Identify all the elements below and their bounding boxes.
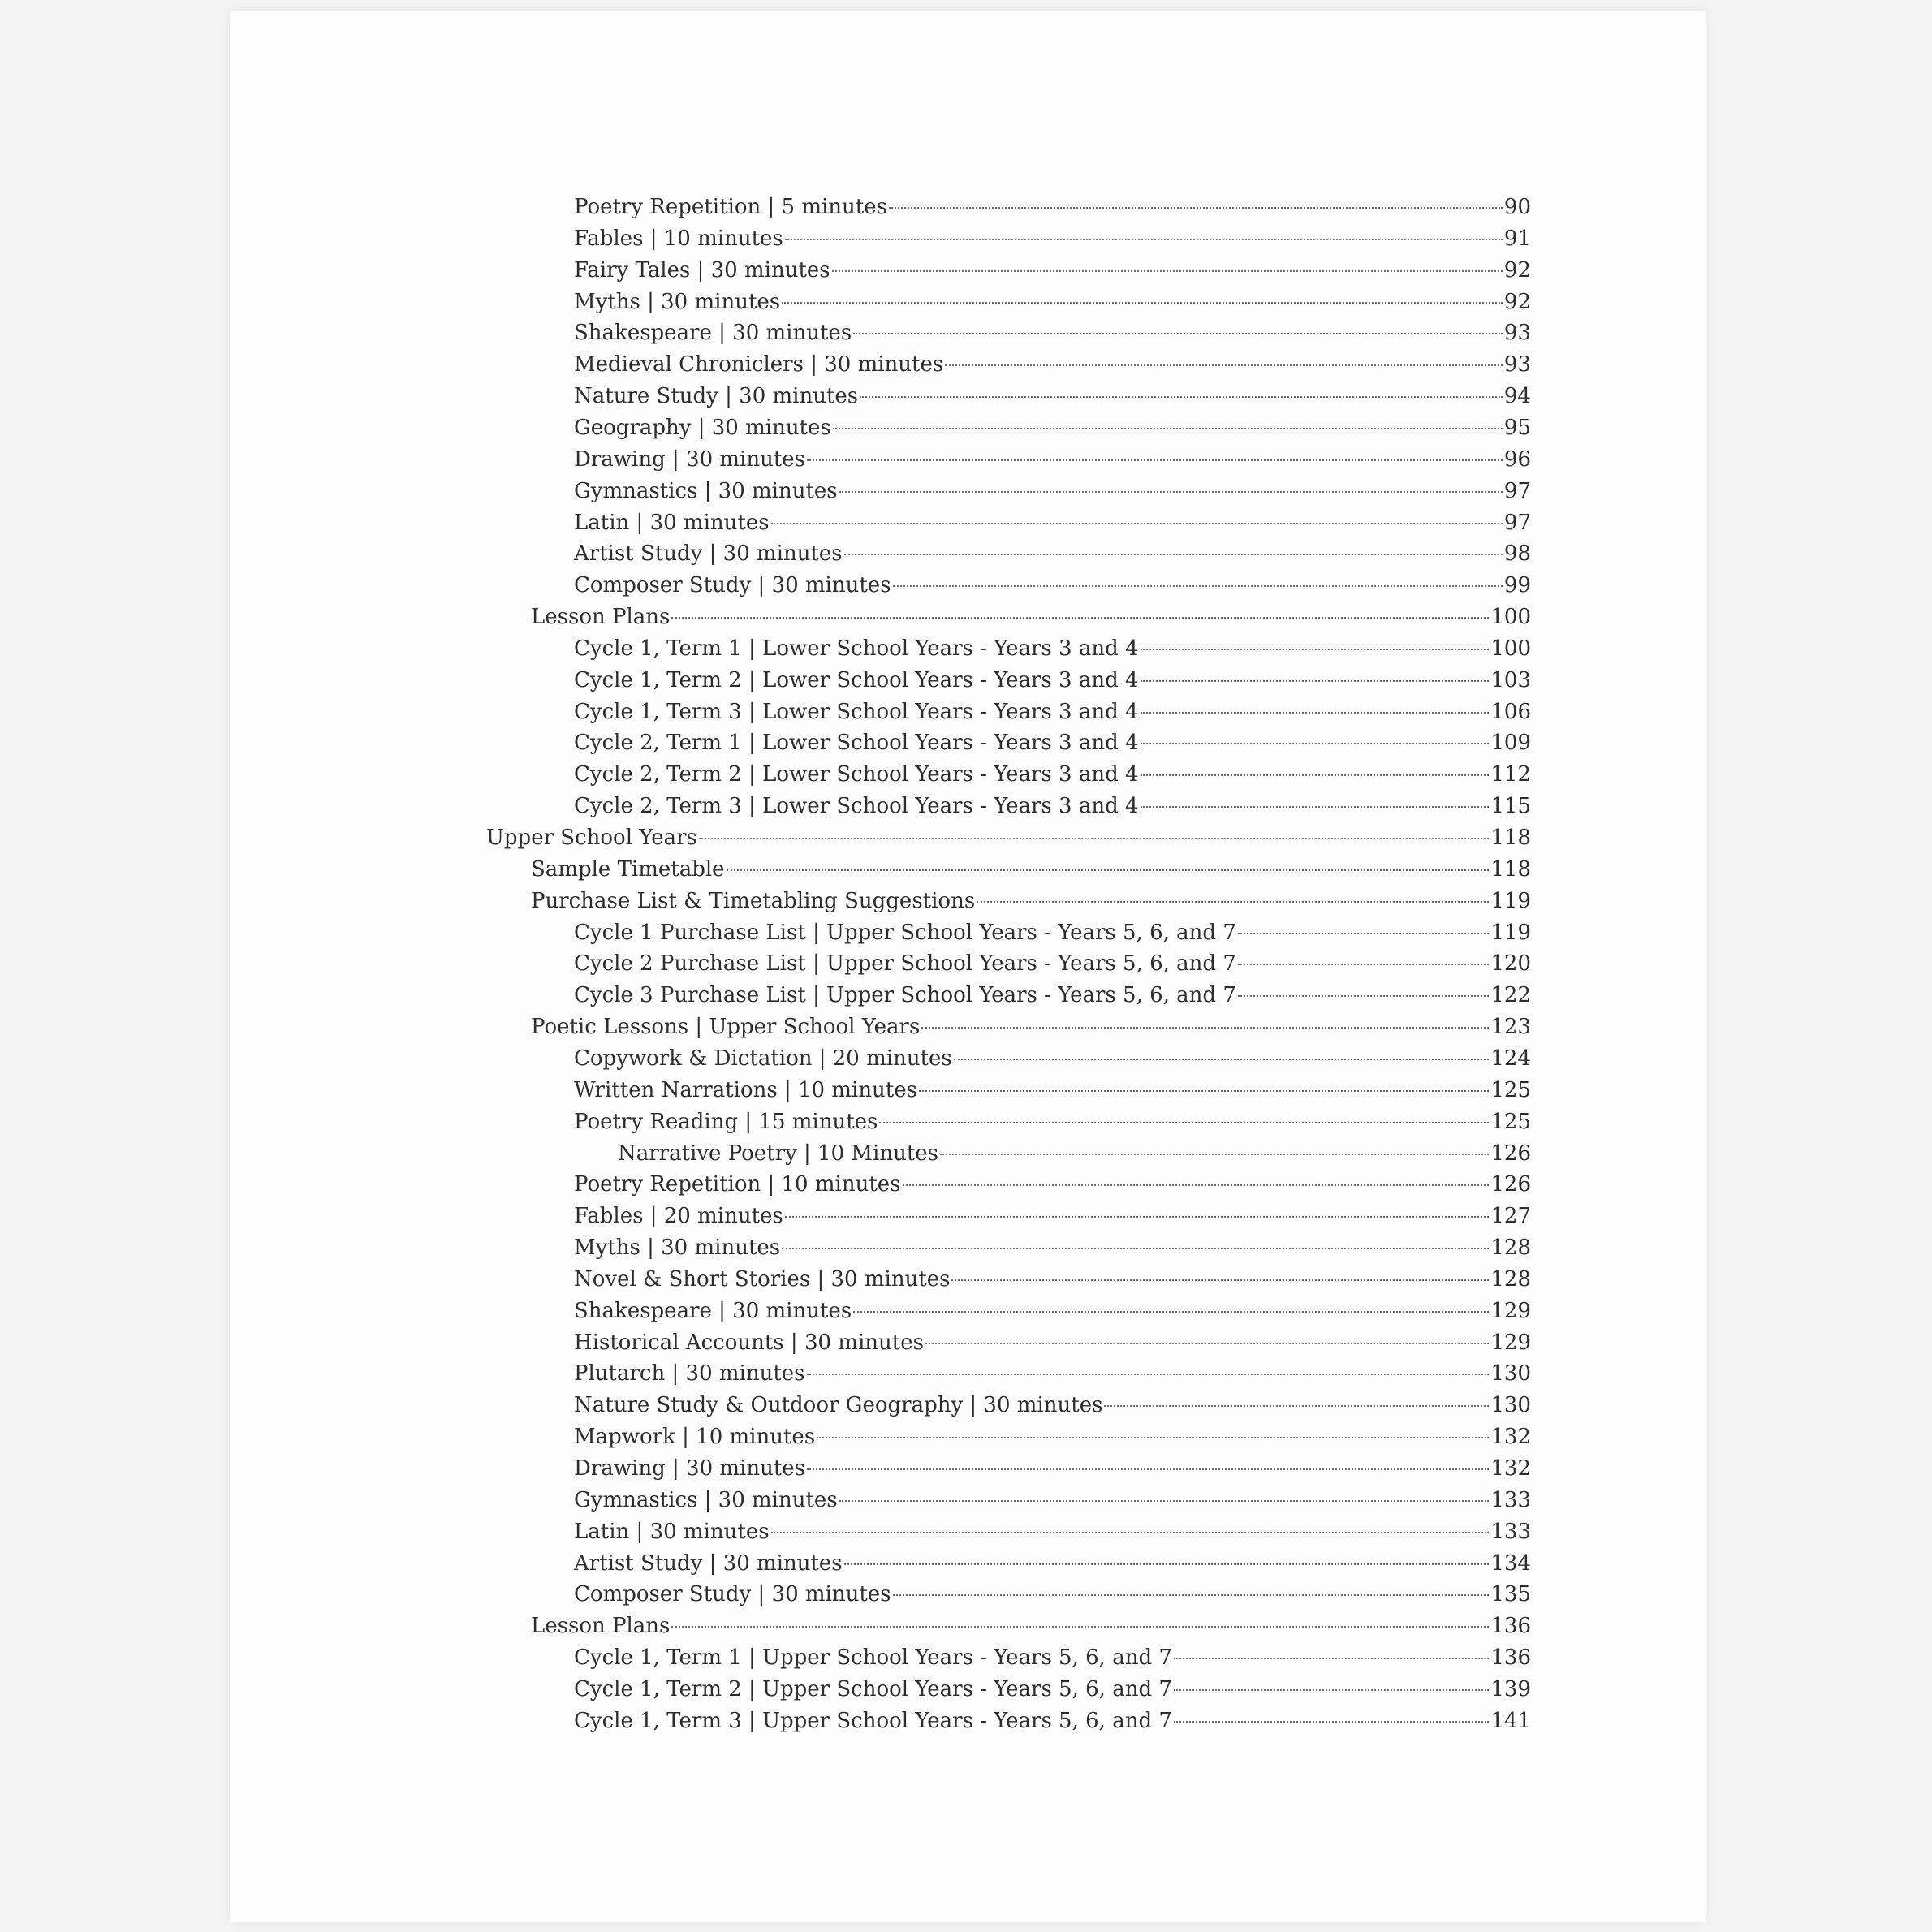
toc-entry-page-number: 124 xyxy=(1490,1046,1531,1071)
toc-entry-page-number: 118 xyxy=(1490,826,1531,850)
toc-entry-page-number: 99 xyxy=(1503,573,1531,597)
toc-entry-title: Cycle 2, Term 2 | Lower School Years - Years 3 and 4 xyxy=(574,762,1139,787)
toc-entry-title: Artist Study | 30 minutes xyxy=(574,1551,843,1576)
toc-entry-page-number: 95 xyxy=(1503,416,1531,440)
toc-dot-leader xyxy=(954,1059,1490,1060)
toc-dot-leader xyxy=(833,428,1503,429)
toc-entry xyxy=(574,1453,1531,1484)
toc-entry xyxy=(574,381,1531,412)
toc-entry xyxy=(574,696,1531,727)
toc-entry xyxy=(531,886,1531,916)
toc-entry-title: Cycle 1, Term 1 | Upper School Years - Years 5, 6, and 7 xyxy=(574,1645,1172,1670)
toc-dot-leader xyxy=(844,554,1503,555)
toc-entry-page-number: 130 xyxy=(1490,1361,1531,1386)
toc-entry-title: Cycle 3 Purchase List | Upper School Years - Years 5, 6, and 7 xyxy=(574,983,1236,1007)
toc-dot-leader xyxy=(1141,806,1490,808)
toc-entry-title: Myths | 30 minutes xyxy=(574,290,781,314)
toc-entry xyxy=(574,1264,1531,1295)
toc-entry xyxy=(574,444,1531,475)
toc-entry xyxy=(531,1611,1531,1641)
toc-entry-title: Artist Study | 30 minutes xyxy=(574,541,843,566)
toc-entry xyxy=(574,192,1531,222)
toc-dot-leader xyxy=(807,1374,1490,1375)
toc-entry-page-number: 96 xyxy=(1503,447,1531,472)
toc-entry xyxy=(574,1579,1531,1610)
toc-entry-page-number: 139 xyxy=(1490,1677,1531,1701)
toc-entry xyxy=(574,349,1531,380)
toc-dot-leader xyxy=(839,1500,1490,1502)
toc-dot-leader xyxy=(977,901,1489,903)
toc-entry xyxy=(574,255,1531,286)
toc-entry-title: Copywork & Dictation | 20 minutes xyxy=(574,1046,952,1071)
toc-entry xyxy=(574,1674,1531,1705)
toc-dot-leader xyxy=(889,207,1503,209)
toc-dot-leader xyxy=(671,1626,1489,1628)
toc-entry-title: Historical Accounts | 30 minutes xyxy=(574,1330,924,1355)
toc-entry-title: Plutarch | 30 minutes xyxy=(574,1361,805,1386)
toc-entry-page-number: 100 xyxy=(1490,605,1531,629)
toc-entry-title: Cycle 1 Purchase List | Upper School Years - Years 5, 6, and 7 xyxy=(574,921,1236,945)
toc-entry xyxy=(618,1138,1531,1169)
toc-entry-page-number: 135 xyxy=(1490,1582,1531,1606)
toc-entry xyxy=(531,602,1531,632)
toc-dot-leader xyxy=(1104,1405,1489,1407)
toc-dot-leader xyxy=(1174,1721,1489,1723)
toc-entry xyxy=(574,1201,1531,1231)
toc-entry xyxy=(574,1075,1531,1106)
toc-entry-title: Purchase List & Timetabling Suggestions xyxy=(531,889,976,913)
toc-entry-title: Upper School Years xyxy=(486,826,697,850)
toc-entry-title: Latin | 30 minutes xyxy=(574,511,770,535)
toc-entry-page-number: 141 xyxy=(1490,1709,1531,1733)
toc-dot-leader xyxy=(1174,1658,1489,1659)
toc-entry-page-number: 112 xyxy=(1490,762,1531,787)
toc-entry-page-number: 103 xyxy=(1490,668,1531,692)
toc-entry-page-number: 132 xyxy=(1490,1456,1531,1481)
toc-entry xyxy=(574,1390,1531,1421)
toc-entry-page-number: 126 xyxy=(1490,1141,1531,1166)
toc-dot-leader xyxy=(1174,1689,1489,1691)
toc-dot-leader xyxy=(1238,964,1489,965)
toc-entry-page-number: 123 xyxy=(1490,1015,1531,1039)
toc-entry xyxy=(574,476,1531,507)
toc-dot-leader xyxy=(893,585,1503,587)
toc-dot-leader xyxy=(940,1154,1489,1155)
toc-entry-page-number: 100 xyxy=(1490,636,1531,661)
toc-entry xyxy=(486,822,1531,853)
toc-dot-leader xyxy=(919,1090,1489,1092)
toc-entry-title: Cycle 1, Term 3 | Lower School Years - Years 3 and 4 xyxy=(574,700,1139,724)
toc-entry-page-number: 136 xyxy=(1490,1645,1531,1670)
toc-entry-page-number: 134 xyxy=(1490,1551,1531,1576)
toc-dot-leader xyxy=(1238,995,1489,997)
toc-entry-page-number: 92 xyxy=(1503,290,1531,314)
toc-dot-leader xyxy=(785,1216,1490,1218)
toc-entry-title: Fables | 10 minutes xyxy=(574,226,783,251)
toc-entry xyxy=(531,854,1531,885)
toc-dot-leader xyxy=(727,869,1490,871)
toc-entry-page-number: 91 xyxy=(1503,226,1531,251)
toc-entry-title: Cycle 1, Term 2 | Upper School Years - Years 5, 6, and 7 xyxy=(574,1677,1172,1701)
toc-entry-page-number: 125 xyxy=(1490,1110,1531,1134)
toc-entry-title: Cycle 2 Purchase List | Upper School Years - Years 5, 6, and 7 xyxy=(574,951,1236,976)
toc-entry xyxy=(574,633,1531,664)
toc-entry-page-number: 97 xyxy=(1503,511,1531,535)
toc-entry xyxy=(574,507,1531,538)
toc-dot-leader xyxy=(785,239,1503,240)
toc-entry-title: Lesson Plans xyxy=(531,605,671,629)
toc-dot-leader xyxy=(1141,649,1490,650)
toc-entry-page-number: 130 xyxy=(1490,1393,1531,1417)
toc-entry-page-number: 97 xyxy=(1503,479,1531,503)
toc-entry-page-number: 125 xyxy=(1490,1078,1531,1102)
toc-entry-title: Shakespeare | 30 minutes xyxy=(574,321,852,345)
toc-dot-leader xyxy=(839,491,1503,493)
toc-entry-title: Narrative Poetry | 10 Minutes xyxy=(618,1141,939,1166)
toc-entry-page-number: 132 xyxy=(1490,1425,1531,1449)
toc-entry-title: Medieval Chroniclers | 30 minutes xyxy=(574,352,944,377)
toc-entry xyxy=(574,917,1531,948)
toc-entry-title: Fairy Tales | 30 minutes xyxy=(574,258,830,282)
toc-entry-title: Drawing | 30 minutes xyxy=(574,447,806,472)
toc-entry-page-number: 93 xyxy=(1503,352,1531,377)
document-page xyxy=(230,11,1706,1922)
toc-dot-leader xyxy=(782,1248,1489,1249)
toc-entry-title: Nature Study | 30 minutes xyxy=(574,384,859,408)
toc-entry-title: Cycle 1, Term 1 | Lower School Years - Years 3 and 4 xyxy=(574,636,1139,661)
toc-dot-leader xyxy=(853,1311,1489,1313)
toc-dot-leader xyxy=(671,617,1489,619)
toc-entry-page-number: 129 xyxy=(1490,1330,1531,1355)
toc-entry-page-number: 120 xyxy=(1490,951,1531,976)
toc-entry-title: Cycle 2, Term 1 | Lower School Years - Years 3 and 4 xyxy=(574,731,1139,755)
toc-dot-leader xyxy=(844,1563,1490,1565)
toc-entry xyxy=(574,980,1531,1011)
toc-dot-leader xyxy=(832,270,1503,272)
toc-dot-leader xyxy=(853,333,1503,334)
toc-dot-leader xyxy=(921,1027,1489,1029)
toc-entry-page-number: 119 xyxy=(1490,889,1531,913)
toc-dot-leader xyxy=(771,1532,1490,1533)
toc-entry-title: Gymnastics | 30 minutes xyxy=(574,1488,838,1512)
toc-entry-page-number: 115 xyxy=(1490,794,1531,818)
toc-entry-title: Drawing | 30 minutes xyxy=(574,1456,806,1481)
toc-entry xyxy=(574,948,1531,979)
toc-dot-leader xyxy=(807,459,1503,461)
toc-entry xyxy=(574,1169,1531,1200)
toc-entry xyxy=(574,665,1531,696)
toc-entry-page-number: 118 xyxy=(1490,857,1531,882)
toc-dot-leader xyxy=(782,302,1503,304)
toc-entry-title: Poetic Lessons | Upper School Years xyxy=(531,1015,921,1039)
toc-entry-title: Sample Timetable xyxy=(531,857,725,882)
toc-entry-title: Latin | 30 minutes xyxy=(574,1520,770,1544)
toc-entry-title: Poetry Repetition | 10 minutes xyxy=(574,1172,901,1197)
toc-entry xyxy=(574,1548,1531,1579)
toc-dot-leader xyxy=(817,1437,1489,1438)
toc-entry-page-number: 119 xyxy=(1490,921,1531,945)
toc-entry xyxy=(574,412,1531,443)
toc-dot-leader xyxy=(1238,933,1489,934)
toc-dot-leader xyxy=(771,523,1503,524)
toc-entry-page-number: 127 xyxy=(1490,1204,1531,1228)
toc-entry-title: Geography | 30 minutes xyxy=(574,416,831,440)
toc-dot-leader xyxy=(699,838,1490,839)
toc-dot-leader xyxy=(951,1279,1489,1281)
toc-entry xyxy=(574,317,1531,348)
toc-entry-title: Poetry Reading | 15 minutes xyxy=(574,1110,878,1134)
toc-entry xyxy=(574,1043,1531,1074)
toc-entry xyxy=(574,538,1531,569)
toc-dot-leader xyxy=(893,1594,1490,1596)
toc-entry xyxy=(574,727,1531,758)
toc-entry xyxy=(574,1421,1531,1452)
toc-entry-title: Composer Study | 30 minutes xyxy=(574,1582,891,1606)
toc-dot-leader xyxy=(1141,680,1490,682)
toc-entry xyxy=(574,759,1531,790)
toc-entry-title: Nature Study & Outdoor Geography | 30 minutes xyxy=(574,1393,1103,1417)
toc-entry-page-number: 128 xyxy=(1490,1267,1531,1292)
toc-entry-title: Fables | 20 minutes xyxy=(574,1204,783,1228)
toc-entry-page-number: 109 xyxy=(1490,731,1531,755)
toc-dot-leader xyxy=(1141,774,1490,776)
toc-entry xyxy=(574,1358,1531,1389)
toc-dot-leader xyxy=(807,1468,1489,1470)
toc-entry-page-number: 128 xyxy=(1490,1236,1531,1260)
toc-entry-title: Mapwork | 10 minutes xyxy=(574,1425,816,1449)
toc-entry-page-number: 129 xyxy=(1490,1299,1531,1323)
toc-entry xyxy=(574,223,1531,254)
toc-dot-leader xyxy=(903,1184,1490,1186)
toc-entry-title: Gymnastics | 30 minutes xyxy=(574,479,838,503)
toc-entry-title: Poetry Repetition | 5 minutes xyxy=(574,195,887,219)
toc-entry xyxy=(574,1642,1531,1673)
toc-entry-page-number: 94 xyxy=(1503,384,1531,408)
toc-entry-page-number: 126 xyxy=(1490,1172,1531,1197)
toc-entry-page-number: 122 xyxy=(1490,983,1531,1007)
toc-dot-leader xyxy=(945,364,1503,366)
toc-entry-page-number: 136 xyxy=(1490,1614,1531,1638)
toc-entry-title: Cycle 1, Term 2 | Lower School Years - Years 3 and 4 xyxy=(574,668,1139,692)
toc-entry xyxy=(574,791,1531,822)
toc-entry xyxy=(574,1516,1531,1547)
toc-entry xyxy=(531,1011,1531,1042)
toc-entry-page-number: 106 xyxy=(1490,700,1531,724)
toc-entry-page-number: 92 xyxy=(1503,258,1531,282)
toc-entry xyxy=(574,570,1531,601)
toc-entry-page-number: 93 xyxy=(1503,321,1531,345)
toc-dot-leader xyxy=(925,1343,1489,1344)
toc-entry xyxy=(574,1485,1531,1516)
toc-entry-title: Shakespeare | 30 minutes xyxy=(574,1299,852,1323)
toc-entry xyxy=(574,1706,1531,1736)
toc-entry xyxy=(574,1232,1531,1263)
toc-entry-page-number: 133 xyxy=(1490,1520,1531,1544)
toc-entry xyxy=(574,1106,1531,1137)
toc-dot-leader xyxy=(860,396,1503,398)
toc-entry-title: Written Narrations | 10 minutes xyxy=(574,1078,917,1102)
toc-entry-title: Myths | 30 minutes xyxy=(574,1236,781,1260)
toc-entry-page-number: 133 xyxy=(1490,1488,1531,1512)
toc-dot-leader xyxy=(879,1122,1489,1123)
toc-dot-leader xyxy=(1141,743,1490,744)
toc-entry xyxy=(574,287,1531,317)
toc-entry-page-number: 90 xyxy=(1503,195,1531,219)
table-of-contents xyxy=(230,11,1706,1922)
toc-entry-title: Novel & Short Stories | 30 minutes xyxy=(574,1267,951,1292)
toc-entry-title: Cycle 1, Term 3 | Upper School Years - Years 5, 6, and 7 xyxy=(574,1709,1172,1733)
toc-entry-title: Cycle 2, Term 3 | Lower School Years - Years 3 and 4 xyxy=(574,794,1139,818)
toc-entry-title: Composer Study | 30 minutes xyxy=(574,573,891,597)
toc-entry xyxy=(574,1327,1531,1358)
toc-dot-leader xyxy=(1141,712,1490,714)
toc-entry-title: Lesson Plans xyxy=(531,1614,671,1638)
toc-entry-page-number: 98 xyxy=(1503,541,1531,566)
toc-entry xyxy=(574,1296,1531,1326)
